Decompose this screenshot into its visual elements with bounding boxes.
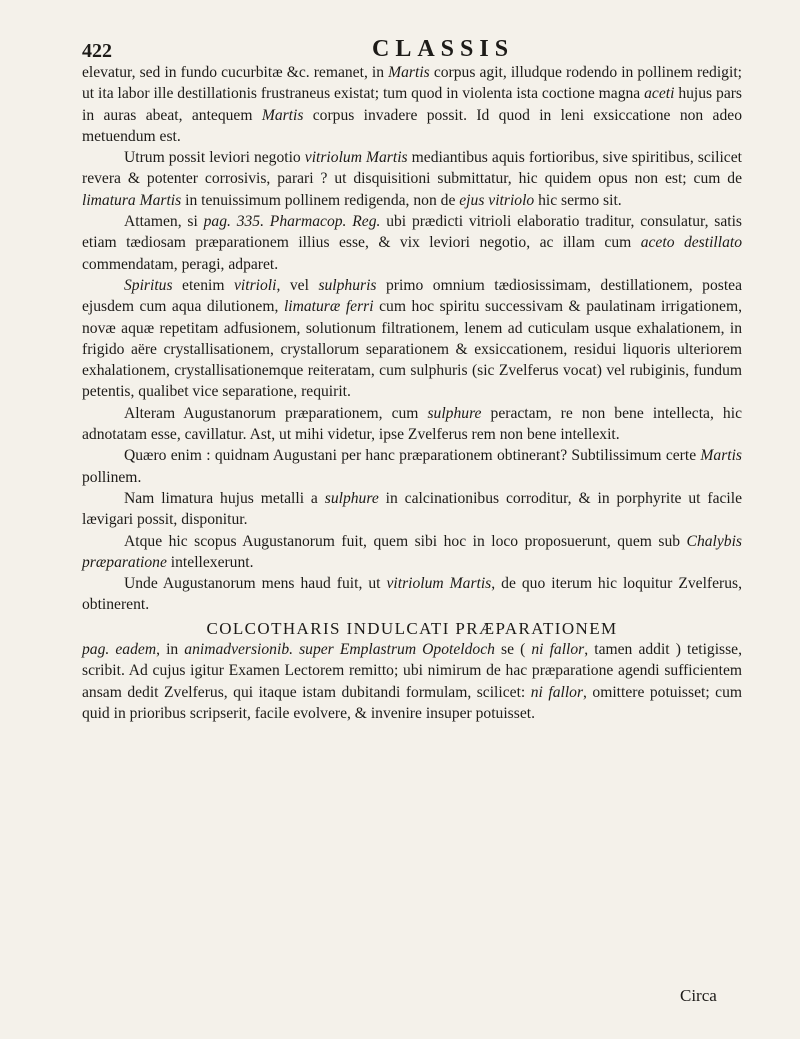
paragraph <box>82 275 742 403</box>
catchword: Circa <box>680 986 717 1005</box>
italic-text: Spiritus <box>124 276 173 294</box>
text-run: Atque hic scopus Augustanorum fuit, quem sibi hoc in loco proposuerunt, quem sub <box>124 532 687 550</box>
italic-text: limatura Martis <box>82 191 182 209</box>
text-run: corpus invadere possit. Id quod in leni exsiccatione non adeo metuendum est. <box>82 106 742 145</box>
italic-text: aceti <box>644 85 675 103</box>
text-run: mediantibus aquis fortioribus, sive spiritibus, scilicet revera & potenter corrosivis, parari ? ut disquisitioni submittatur, hic quidem opus non est; cum de <box>82 149 742 188</box>
text-run: , de quo iterum hic loquitur Zvelferus, obtinerent. <box>82 575 742 614</box>
text-run: peractam, re non bene intellecta, hic adnotatam esse, cavillatur. Ast, ut mihi videtur, ipse Zvelferus rem non bene intellexit. <box>82 404 742 444</box>
italic-text: pag. eadem <box>82 641 157 659</box>
italic-text: limaturæ ferri <box>283 298 374 316</box>
text-run: , omittere potuisset; cum quid in prioribus scripserit, facile evolvere, & invenire insuper potuisset. <box>82 683 743 722</box>
italic-text: pag. 335. Pharmacop. Reg. <box>203 213 381 231</box>
italic-text: animadversionib. super Emplastrum Opoteldoch <box>184 641 495 659</box>
italic-text: vitriolum Martis <box>386 575 492 593</box>
paragraph <box>82 147 742 211</box>
text-run: Nam limatura hujus metalli a <box>124 489 325 507</box>
italic-text: aceto destillato <box>640 234 742 252</box>
text-run: intellexerunt. <box>166 553 254 571</box>
paragraph <box>82 488 742 531</box>
paragraph <box>82 445 742 488</box>
text-run: primo omnium tædiosissimam, destillationem, postea ejusdem cum aqua dilutionem, <box>82 276 742 316</box>
text-run: elevatur, sed in fundo cucurbitæ &c. remanet, in <box>82 64 389 81</box>
page-number: 422 <box>82 40 112 62</box>
text-run: hic sermo sit. <box>534 191 622 209</box>
paragraph <box>82 211 742 275</box>
text-run: corpus agit, illudque rodendo in pollinem redigit; ut ita labor ille destillationis frustraneus existat; tum quod in violenta ista coctione magna <box>82 64 742 103</box>
text-run: Unde Augustanorum mens haud fuit, ut <box>124 575 387 593</box>
italic-text: ni fallor <box>530 683 584 701</box>
final-paragraph <box>82 639 742 724</box>
body-text <box>82 62 742 724</box>
paragraph <box>82 403 742 446</box>
italic-text: ejus vitriolo <box>459 191 535 209</box>
text-run: in tenuissimum pollinem redigenda, non de <box>181 191 460 209</box>
running-head: CLASSIS <box>372 36 515 62</box>
italic-text: vitrioli <box>234 276 277 294</box>
italic-text: sulphure <box>427 404 482 422</box>
text-run: pollinem. <box>82 468 142 486</box>
text-run: , vel <box>276 276 319 294</box>
text-run: se ( <box>494 641 532 659</box>
italic-text: Martis <box>388 64 430 81</box>
italic-text: sulphuris <box>318 276 377 294</box>
text-run: Utrum possit leviori negotio <box>124 149 305 167</box>
text-run: Attamen, si <box>124 213 204 231</box>
text-run: commendatam, peragi, adparet. <box>82 255 279 273</box>
text-run: , tamen addit ) tetigisse, scribit. Ad cujus igitur Examen Lectorem remitto; ubi nimirum de hac præparatione agendi sufficientem ansam dedit Zvelferus, qui itaque istam dubitandi formulam, scilicet: <box>82 641 742 701</box>
italic-text: vitriolum Martis <box>304 149 408 167</box>
text-run: ubi prædicti vitrioli elaboratio traditur, consulatur, satis etiam tædiosam præparationem illius esse, & vix leviori negotio, ac illam cum <box>82 213 742 252</box>
italic-text: Martis <box>700 447 742 465</box>
paragraph <box>82 573 742 616</box>
text-run: Quæro enim : quidnam Augustani per hanc præparationem obtinerant? Subtilissimum certe <box>124 447 701 465</box>
text-run: cum hoc spiritu successivam & paulatinam irrigationem, novæ aquæ repetitam adfusionem, solutionum filtrationem, lenem ad cuticulam usque exhalationem, in frigido aëre crystallisationem, crystallorum separationem & exsiccationem, residui liquoris ulteriorem exhalationem, crystallisationemque reiteratam, cum sulphuris (sic Zvelferus vocat) vel rubiginis, fundum petentis, qualibet vice separatione, requirit. <box>82 298 743 401</box>
section-heading: COLCOTHARIS INDULCATI PRÆPARATIONEM <box>206 618 618 638</box>
text-run: , in <box>156 641 185 659</box>
italic-text: sulphure <box>324 489 379 507</box>
text-run: in calcinationibus corroditur, & in porphyrite ut facile lævigari possit, disponitur. <box>82 489 743 529</box>
paragraph <box>82 531 742 574</box>
italic-text: Chalybis præparatione <box>82 532 742 571</box>
text-run: Alteram Augustanorum præparationem, cum <box>124 404 428 422</box>
text-run: etenim <box>172 276 234 294</box>
text-run: hujus pars in auras abeat, antequem <box>82 85 743 124</box>
italic-text: ni fallor <box>531 641 585 659</box>
paragraph <box>82 62 742 147</box>
italic-text: Martis <box>261 106 304 124</box>
